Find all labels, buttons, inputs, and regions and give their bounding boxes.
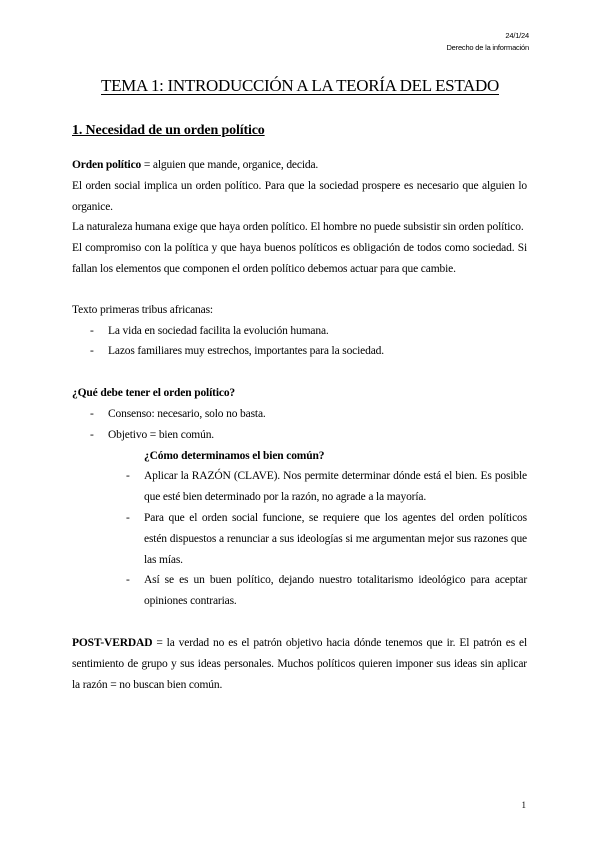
definition-text: = alguien que mande, organice, decida. [141, 159, 319, 171]
page-header [446, 30, 529, 54]
paragraph: La naturaleza humana exige que haya orden político. El hombre no puede subsistir sin orden político. [72, 221, 524, 234]
bien-comun-heading: ¿Cómo determinamos el bien común? [144, 449, 325, 462]
document-title: TEMA 1: INTRODUCCIÓN A LA TEORÍA DEL ESTADO [101, 76, 499, 95]
list-item: - La vida en sociedad facilita la evolución humana. [72, 321, 527, 342]
list-dash: - [90, 428, 94, 441]
list-dash: - [126, 470, 130, 483]
orden-list [72, 404, 527, 446]
subsection-heading: ¿Qué debe tener el orden político? [72, 387, 236, 400]
term-orden-politico: Orden político [72, 159, 142, 171]
paragraph-texto-intro: Texto primeras tribus africanas: [72, 303, 213, 316]
header-subject: Derecho de la información [446, 43, 529, 52]
list-item: - Aplicar la RAZÓN (CLAVE). Nos permite determinar dónde está el bien. Es posible que esté bien determinado por la razón, no agrade a la mayoría. [72, 466, 527, 508]
bien-comun-list [72, 466, 527, 612]
list-item: - Lazos familiares muy estrechos, importantes para la sociedad. [72, 341, 527, 362]
list-dash: - [126, 511, 130, 524]
paragraph-orden-politico [72, 155, 527, 176]
list-dash: - [90, 345, 94, 358]
document-body [72, 121, 527, 695]
list-item: - Para que el orden social funcione, se requiere que los agentes del orden políticos estén dispuestos a renunciar a sus ideologías si me argumentan mejor sus razones que las mías. [72, 508, 527, 570]
paragraph: El compromiso con la política y que haya buenos políticos es obligación de todos como sociedad. Si fallan los elementos que componen el orden político debemos actuar para que cambie. [72, 242, 527, 275]
list-item: - Objetivo = bien común. [72, 425, 527, 446]
list-item: - Así se es un buen político, dejando nuestro totalitarismo ideológico para aceptar opiniones contrarias. [72, 570, 527, 612]
paragraph-post-verdad: POST-VERDAD = la verdad no es el patrón objetivo hacia dónde tenemos que ir. El patrón es el sentimiento de grupo y sus ideas personales. Muchos políticos quieren imponer sus ideas sin aplicar la razón = no buscan bien común. [72, 636, 527, 691]
list-dash: - [90, 407, 94, 420]
tribus-list [72, 321, 527, 363]
paragraph: El orden social implica un orden político. Para que la sociedad prospere es necesario que alguien lo organice. [72, 179, 527, 213]
page-number: 1 [521, 800, 526, 810]
header-date: 24/1/24 [505, 31, 529, 40]
list-dash: - [90, 324, 94, 337]
list-item: - Consenso: necesario, solo no basta. [72, 404, 527, 425]
term-post-verdad: POST-VERDAD [72, 636, 153, 649]
list-dash: - [126, 574, 130, 587]
section-heading: 1. Necesidad de un orden político [72, 123, 265, 138]
